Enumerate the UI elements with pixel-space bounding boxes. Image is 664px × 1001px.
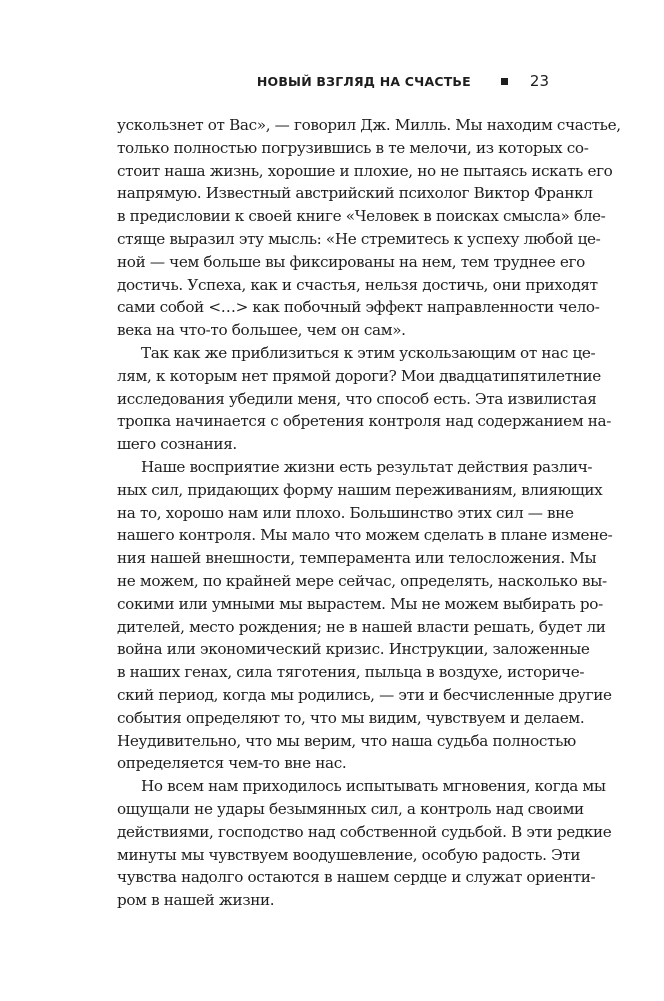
paragraph <box>117 456 613 775</box>
text-line: только полностью погрузившись в те мелочи, из которых со- <box>117 138 589 157</box>
square-bullet-icon <box>501 78 508 85</box>
text-line: исследования убедили меня, что способ есть. Эта извилистая <box>117 389 597 408</box>
text-line: ния нашей внешности, темперамента или телосложения. Мы <box>117 549 597 568</box>
text-line: события определяют то, что мы видим, чувствуем и делаем. <box>117 708 585 727</box>
text-line: ский период, когда мы родились, — эти и бесчисленные другие <box>117 685 612 704</box>
text-line: шего сознания. <box>117 435 237 454</box>
text-line: стоит наша жизнь, хорошие и плохие, но не пытаясь искать его <box>117 161 613 180</box>
text-line: действиями, господство над собственной судьбой. В эти редкие <box>117 822 612 841</box>
text-line: Неудивительно, что мы верим, что наша судьба полностью <box>117 731 576 750</box>
text-line: не можем, по крайней мере сейчас, определять, насколько вы- <box>117 571 607 590</box>
text-line: сокими или умными мы вырастем. Мы не можем выбирать ро- <box>117 594 603 613</box>
paragraph <box>117 775 612 912</box>
text-line: ной — чем больше вы фиксированы на нем, тем труднее его <box>117 252 585 271</box>
text-line: в наших генах, сила тяготения, пыльца в воздухе, историче- <box>117 663 585 682</box>
paragraph <box>117 114 621 342</box>
text-line: ром в нашей жизни. <box>117 891 275 910</box>
text-line: минуты мы чувствуем воодушевление, особую радость. Эти <box>117 845 581 864</box>
text-line: века на что-то большее, чем он сам». <box>117 321 406 340</box>
text-line: ных сил, придающих форму нашим переживаниям, влияющих <box>117 480 603 499</box>
text-line: ощущали не удары безымянных сил, а контроль над своими <box>117 799 584 818</box>
text-line: нашего контроля. Мы мало что можем сделать в плане измене- <box>117 526 613 545</box>
text-line: в предисловии к своей книге «Человек в поисках смысла» бле- <box>117 207 606 226</box>
text-line: стяще выразил эту мысль: «Не стремитесь к успеху любой це- <box>117 229 601 248</box>
text-line: дителей, место рождения; не в нашей власти решать, будет ли <box>117 617 606 636</box>
text-line: достичь. Успеха, как и счастья, нельзя достичь, они приходят <box>117 275 598 294</box>
text-line: напрямую. Известный австрийский психолог Виктор Франкл <box>117 184 593 203</box>
body-text <box>117 114 621 912</box>
text-line: лям, к которым нет прямой дороги? Мои двадцатипятилетние <box>117 366 601 385</box>
text-line: ускользнет от Вас», — говорил Дж. Милль. Мы находим счастье, <box>117 116 621 134</box>
text-line: на то, хорошо нам или плохо. Большинство этих сил — вне <box>117 503 574 522</box>
text-line: чувства надолго остаются в нашем сердце и служат ориенти- <box>117 868 596 887</box>
text-line: сами собой <…> как побочный эффект направленности чело- <box>117 298 600 317</box>
paragraph <box>117 342 612 456</box>
running-header <box>257 72 549 90</box>
text-line: тропка начинается с обретения контроля над содержанием на- <box>117 412 612 431</box>
text-line: Но всем нам приходилось испытывать мгновения, когда мы <box>141 777 606 796</box>
text-line: определяется чем-то вне нас. <box>117 754 347 773</box>
text-line: Наше восприятие жизни есть результат действия различ- <box>141 457 593 476</box>
page-number: 23 <box>529 72 549 90</box>
text-line: война или экономический кризис. Инструкции, заложенные <box>117 640 590 659</box>
running-title: НОВЫЙ ВЗГЛЯД НА СЧАСТЬЕ <box>256 73 471 89</box>
text-line: Так как же приблизиться к этим ускользающим от нас це- <box>141 343 596 362</box>
